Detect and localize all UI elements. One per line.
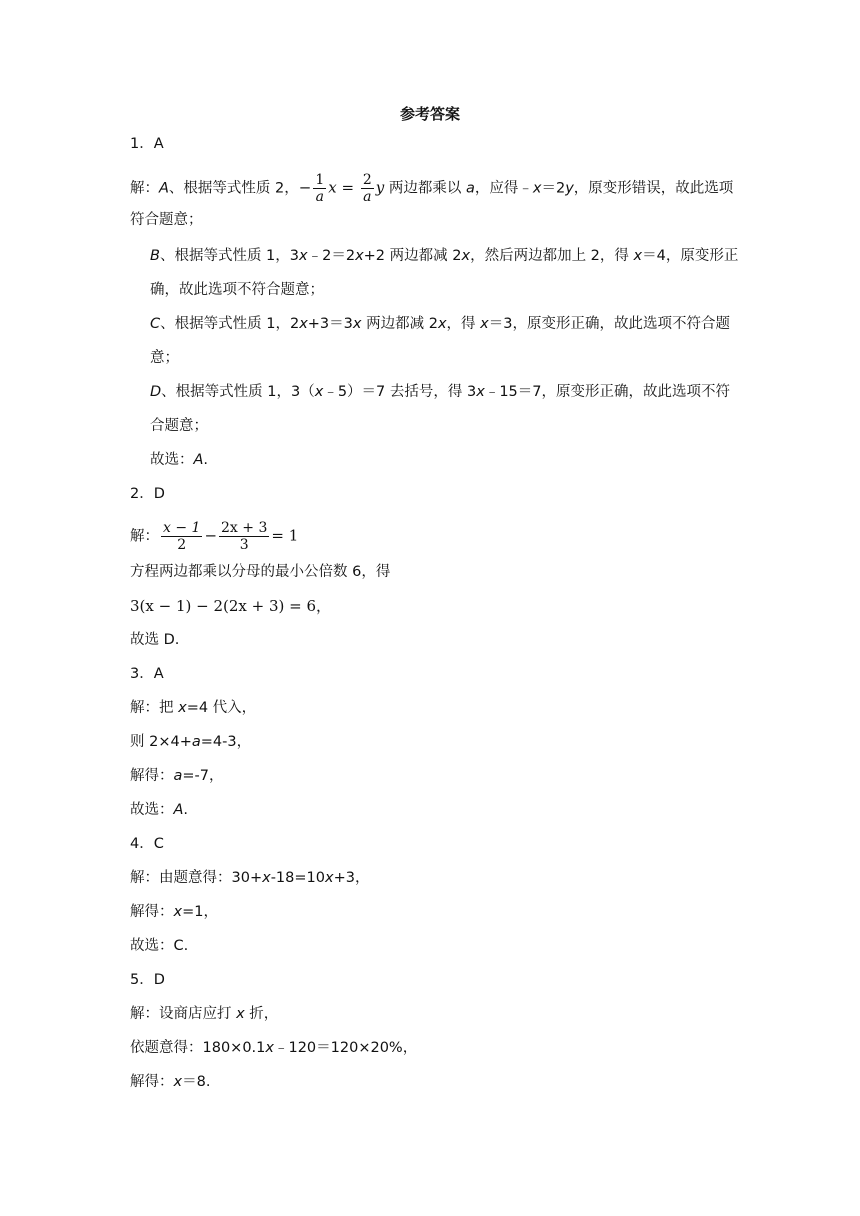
q2-f1-den: 2 (177, 537, 187, 553)
q1-c-x4: x (480, 316, 489, 332)
q1-a-fraction-2 (361, 172, 374, 205)
q1-d-text1: 、根据等式性质 1，3（ (161, 384, 315, 400)
q1-c-text5: ＝3，原变形正确，故此选项不符合题 (488, 316, 730, 332)
q1-a-a: a (465, 180, 475, 197)
q4-l2-x: x (173, 904, 183, 920)
q1-d-text2: ﹣5）＝7 去括号，得 3 (323, 384, 477, 400)
q1-jie: 解： (130, 180, 159, 197)
q4-l2-pre: 解得： (130, 904, 174, 920)
q1-d-text3: ﹣15＝7，原变形正确，故此选项不符 (484, 384, 731, 400)
q3-l3-pre: 解得： (130, 768, 174, 784)
q5-l1-post: 折， (244, 1006, 279, 1022)
q2-fraction-1 (161, 520, 202, 553)
q3-line2 (130, 732, 251, 752)
q1-option-a-line2: 符合题意； (130, 212, 203, 228)
q1-b-text3: +2 两边都减 2 (363, 248, 462, 264)
q1-answer-post: . (203, 452, 209, 468)
q1-c-x2: x (352, 316, 362, 332)
q1-a-fraction-1 (313, 172, 326, 205)
q2-minus: − (204, 526, 218, 545)
q1-b-text4: ，然后两边都加上 2，得 (470, 248, 634, 264)
q1-b-x2: x (355, 248, 364, 264)
q4-l1-mid: -18=10 (270, 870, 325, 886)
q1-a-f2-den: a (363, 189, 372, 205)
q2-f2-num: 2x + 3 (221, 520, 268, 536)
q1-a-x2: x (532, 180, 542, 197)
q1-a-x: x (328, 178, 337, 197)
q5-l2-post: ﹣120＝120×20%， (273, 1040, 418, 1056)
q1-answer-pre: 故选： (150, 452, 194, 468)
q2-f2-den: 3 (239, 537, 249, 553)
q1-a-text4: ＝2 (541, 180, 566, 197)
q1-a-label: A (159, 180, 169, 197)
q1-b-label: B (150, 248, 160, 264)
q1-c-text2: +3＝3 (307, 316, 353, 332)
q1-answer (150, 450, 208, 470)
q1-a-text1: 、根据等式性质 2， (168, 180, 299, 197)
q1-b-x4: x (633, 248, 643, 264)
q4-l2-post: =1， (182, 904, 218, 920)
q1-b-text5: ＝4，原变形正 (642, 248, 739, 264)
q4-line3: 故选：C. (130, 938, 189, 954)
page-title: 参考答案 (399, 105, 460, 123)
q3-l4-pre: 故选： (130, 802, 174, 818)
q1-option-d-line2: 合题意； (150, 418, 208, 434)
q1-a-y2: y (565, 180, 574, 197)
q5-l3-post: ＝8. (182, 1074, 211, 1090)
q1-d-label: D (150, 384, 162, 400)
q4-l1-pre: 解：由题意得：30+ (130, 870, 263, 886)
q2-f1-num: x − 1 (163, 520, 201, 536)
q1-b-x3: x (461, 248, 471, 264)
q1-a-f1-den: a (315, 189, 324, 205)
q5-l2-x: x (265, 1040, 274, 1056)
q1-b-text1: 、根据等式性质 1，3 (159, 248, 300, 264)
q1-a-f1-num: 1 (315, 172, 325, 188)
q3-l2-a: a (191, 734, 201, 750)
q1-option-c-line1 (150, 314, 730, 334)
q1-c-x3: x (437, 316, 447, 332)
q4-line2 (130, 902, 218, 922)
q1-d-x1: x (314, 384, 324, 400)
q2-equation (130, 520, 298, 553)
q4-l1-x2: x (325, 870, 334, 886)
q2-line2: 方程两边都乘以分母的最小公倍数 6，得 (130, 564, 391, 580)
q3-l1-x: x (178, 700, 187, 716)
q3-line1 (130, 698, 256, 718)
q3-l3-a: a (173, 768, 183, 784)
q4-l1-post: +3， (333, 870, 370, 886)
q1-b-text2: ﹣2＝2 (307, 248, 356, 264)
q1-a-text3: ，应得﹣ (474, 180, 533, 197)
q3-l4-a: A (173, 802, 184, 818)
q1-option-a-line1 (130, 172, 733, 205)
q1-b-x1: x (299, 248, 308, 264)
q1-c-x1: x (299, 316, 308, 332)
q1-option-b-line2: 确，故此选项不符合题意； (150, 282, 324, 298)
q4-heading: 4．C (130, 836, 164, 852)
q2-eq-rhs: = 1 (271, 526, 299, 545)
q1-c-text3: 两边都减 2 (361, 316, 438, 332)
q1-a-f2-num: 2 (362, 172, 372, 188)
q1-c-label: C (150, 316, 161, 332)
q2-jie: 解： (130, 528, 159, 545)
q5-l2-pre: 依题意得：180×0.1 (130, 1040, 266, 1056)
q5-line1 (130, 1004, 278, 1024)
q1-a-text2: 两边都乘以 (384, 180, 466, 197)
q3-l3-post: =-7， (182, 768, 224, 784)
q2-fraction-2 (219, 520, 269, 553)
q1-option-d-line1 (150, 382, 730, 402)
q1-d-x2: x (476, 384, 485, 400)
q4-l1-x1: x (262, 870, 271, 886)
q5-l3-pre: 解得： (130, 1074, 174, 1090)
q2-line3: 3(x − 1) − 2(2x + 3) = 6， (130, 597, 332, 615)
q1-a-text5: ，原变形错误，故此选项 (573, 180, 734, 197)
q1-c-text4: ，得 (446, 316, 481, 332)
q3-l1-post: =4 代入， (186, 700, 257, 716)
q1-option-c-line2: 意； (150, 350, 179, 366)
q5-l1-x: x (236, 1006, 245, 1022)
q3-line4 (130, 800, 188, 820)
q5-l3-x: x (173, 1074, 183, 1090)
q3-line3 (130, 766, 224, 786)
q3-heading: 3．A (130, 666, 164, 682)
q5-line2 (130, 1038, 417, 1058)
q1-answer-letter: A (193, 452, 204, 468)
q1-a-eq: = (336, 178, 359, 197)
q1-a-neg: − (298, 178, 312, 197)
q5-line3 (130, 1072, 210, 1092)
q3-l4-post: . (183, 802, 189, 818)
q1-c-text1: 、根据等式性质 1，2 (160, 316, 300, 332)
q2-heading: 2．D (130, 486, 165, 502)
q1-option-b-line1 (150, 246, 738, 266)
q2-line4: 故选 D. (130, 632, 180, 648)
q4-line1 (130, 868, 369, 888)
q5-l1-pre: 解：设商店应打 (130, 1006, 237, 1022)
q5-heading: 5．D (130, 972, 165, 988)
q3-l1-pre: 解：把 (130, 700, 179, 716)
q3-l2-post: =4-3， (200, 734, 252, 750)
q1-a-y: y (375, 178, 385, 197)
q1-heading: 1．A (130, 136, 164, 152)
q3-l2-pre: 则 2×4+ (130, 734, 192, 750)
